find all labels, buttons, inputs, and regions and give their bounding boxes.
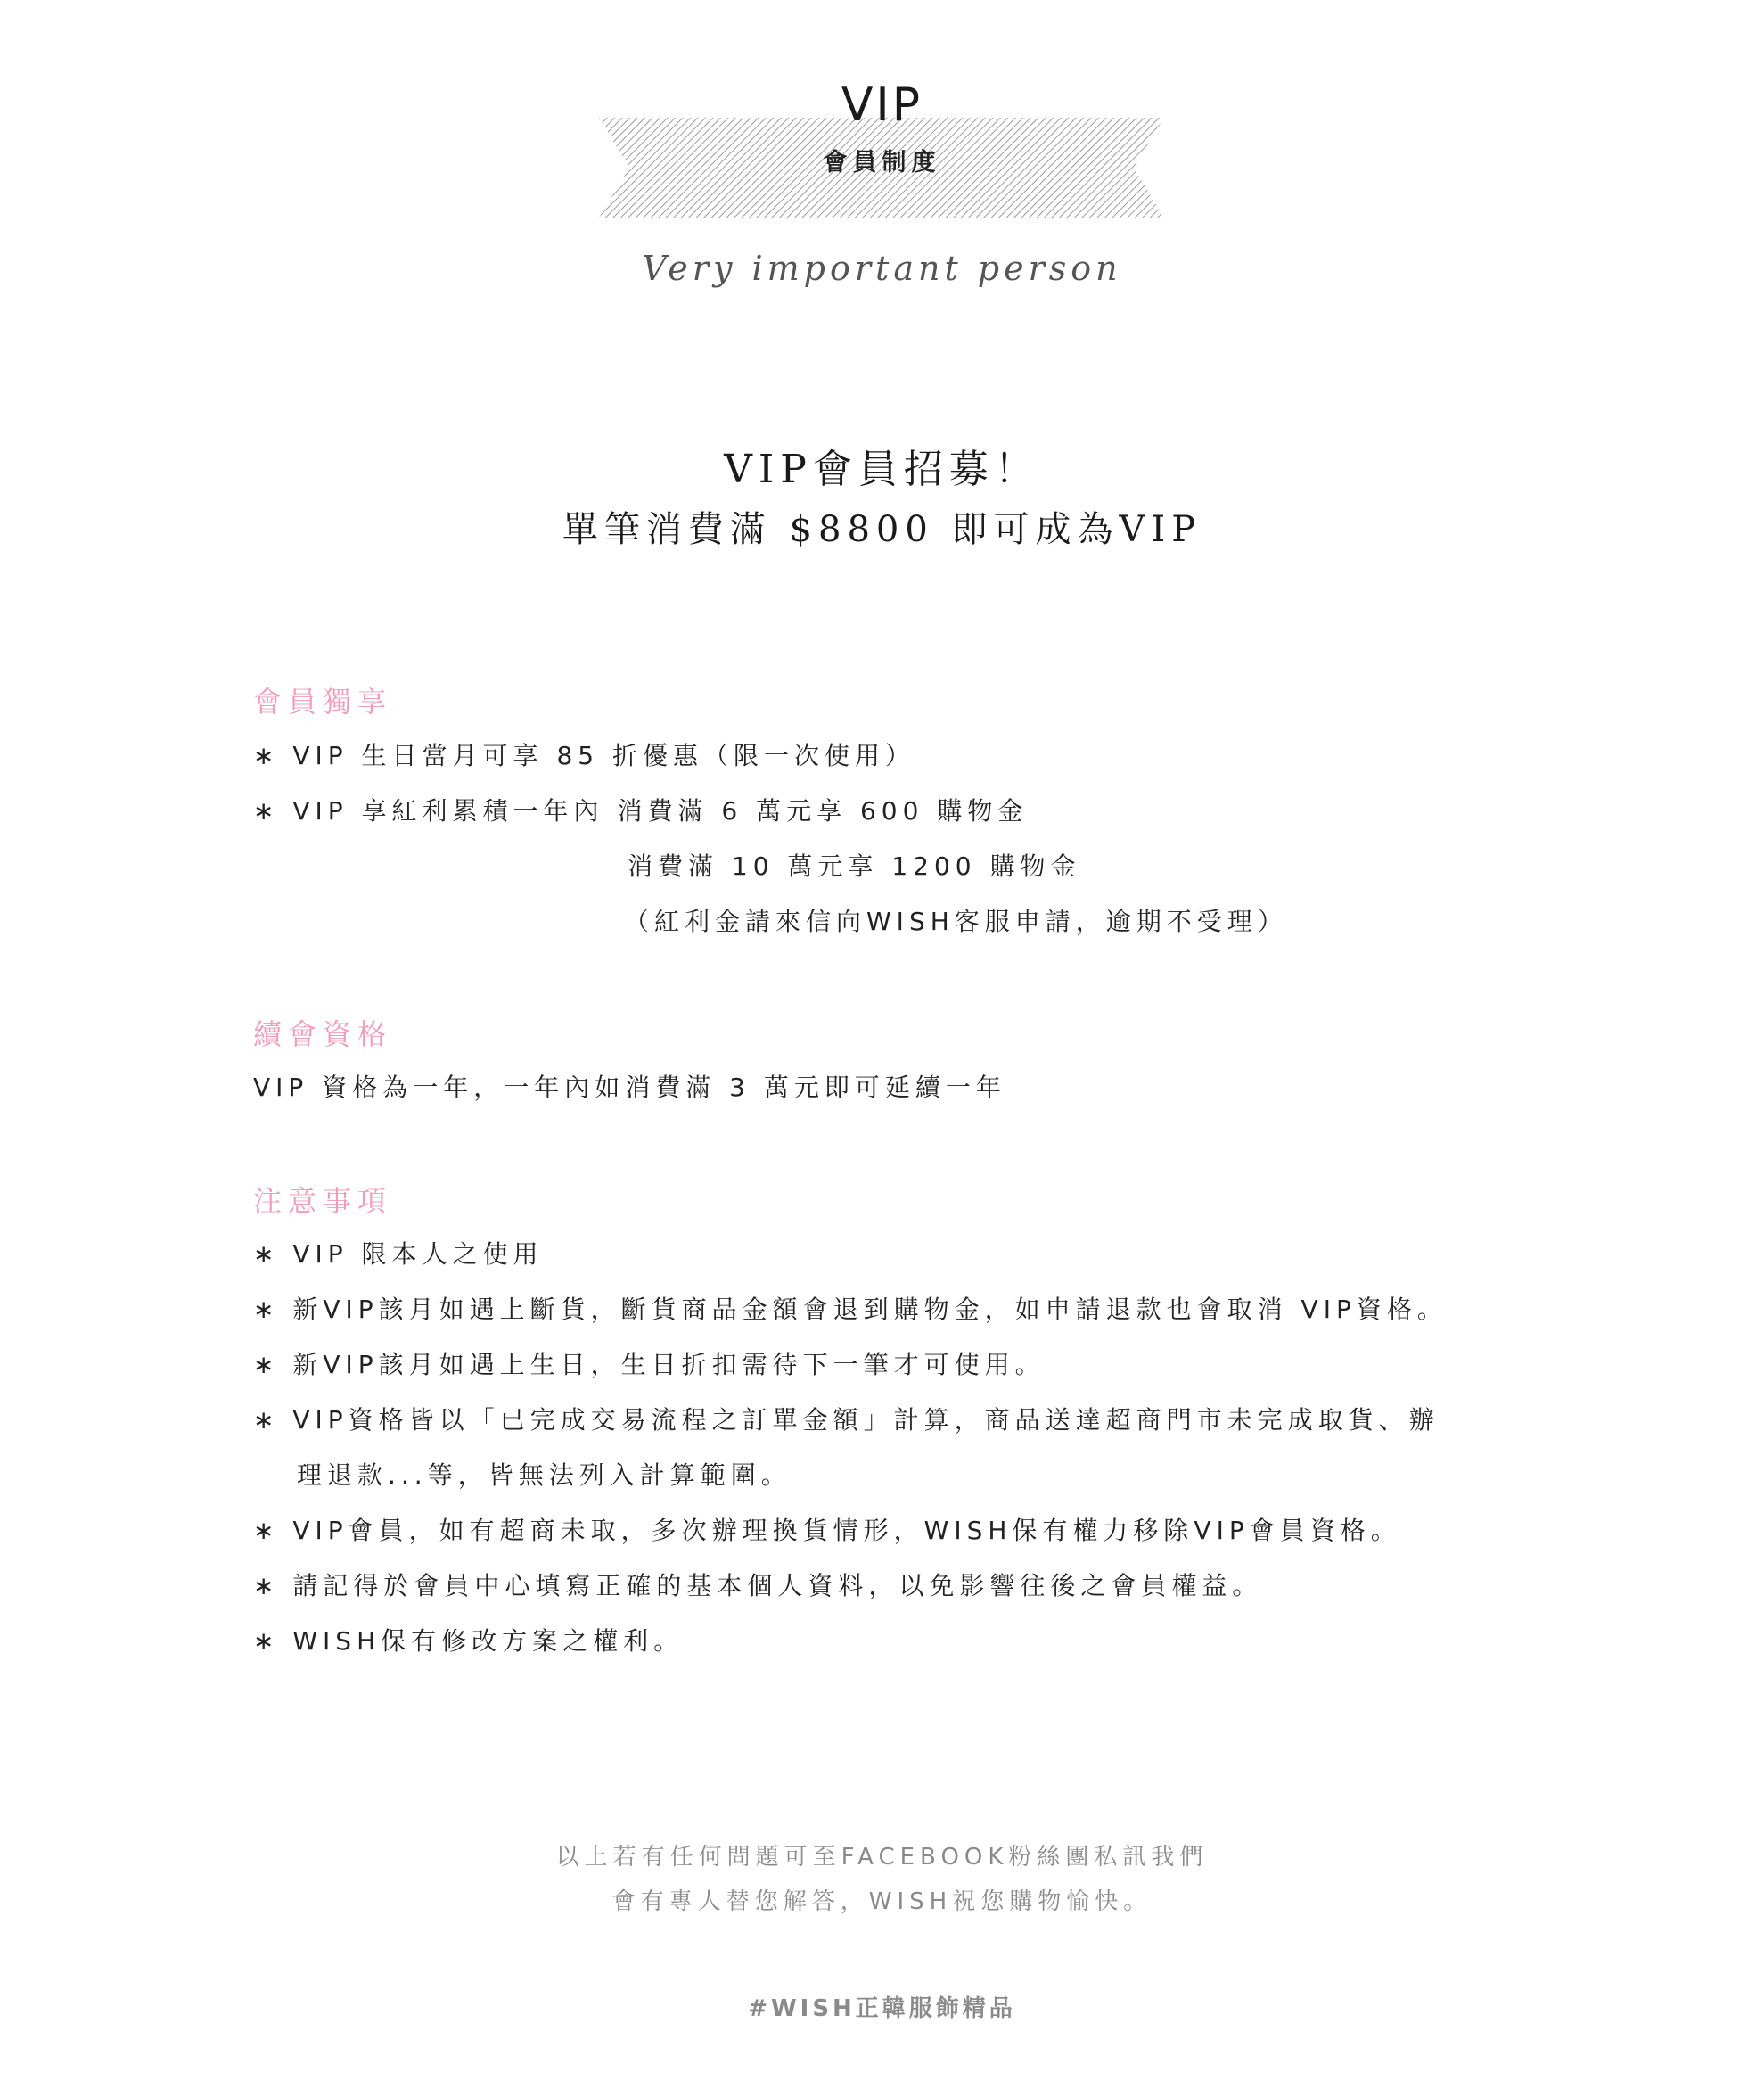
list-item: ∗ VIP資格皆以「已完成交易流程之訂單金額」計算，商品送達超商門市未完成取貨、辦 [253, 1405, 1440, 1435]
list-item: ∗ WISH保有修改方案之權利。 [253, 1626, 685, 1656]
list-item: 理退款...等，皆無法列入計算範圍。 [297, 1460, 792, 1490]
list-item: ∗ 請記得於會員中心填寫正確的基本個人資料，以免影響往後之會員權益。 [253, 1571, 1263, 1600]
list-item: ∗ VIP會員，如有超商未取，多次辦理換貨情形，WISH保有權力移除VIP會員資格。 [253, 1516, 1401, 1545]
page-title: VIP [841, 78, 923, 132]
footer-note-line-1: 以上若有任何問題可至FACEBOOK粉絲團私訊我們 [555, 1844, 1209, 1871]
list-item: ∗ VIP 限本人之使用 [253, 1239, 544, 1269]
list-item: ∗ 新VIP該月如遇上生日，生日折扣需待下一筆才可使用。 [253, 1350, 1046, 1379]
recruit-description: 單筆消費滿 $8800 即可成為VIP [562, 509, 1202, 550]
list-item: （紅利金請來信向WISH客服申請，逾期不受理） [624, 907, 1288, 936]
section-heading-renewal: 續會資格 [253, 1017, 393, 1051]
script-tagline: Very important person [642, 249, 1122, 288]
section-heading-exclusive: 會員獨享 [253, 685, 393, 719]
recruit-title: VIP會員招募！ [724, 447, 1040, 492]
list-item: 消費滿 10 萬元享 1200 購物金 [628, 851, 1081, 881]
page-subtitle: 會員制度 [823, 149, 941, 177]
list-item: ∗ VIP 生日當月可享 85 折優惠（限一次使用） [253, 741, 915, 770]
list-item: ∗ 新VIP該月如遇上斷貨，斷貨商品金額會退到購物金，如申請退款也會取消 VIP資格。 [253, 1295, 1448, 1324]
list-item: ∗ VIP 享紅利累積一年內 消費滿 6 萬元享 600 購物金 [253, 796, 1029, 826]
footer-hashtag: #WISH正韓服飾精品 [748, 1995, 1016, 2022]
list-item: VIP 資格為一年，一年內如消費滿 3 萬元即可延續一年 [253, 1073, 1006, 1102]
footer-note-line-2: 會有專人替您解答，WISH祝您購物愉快。 [611, 1888, 1153, 1915]
section-heading-notes: 注意事項 [253, 1184, 393, 1218]
